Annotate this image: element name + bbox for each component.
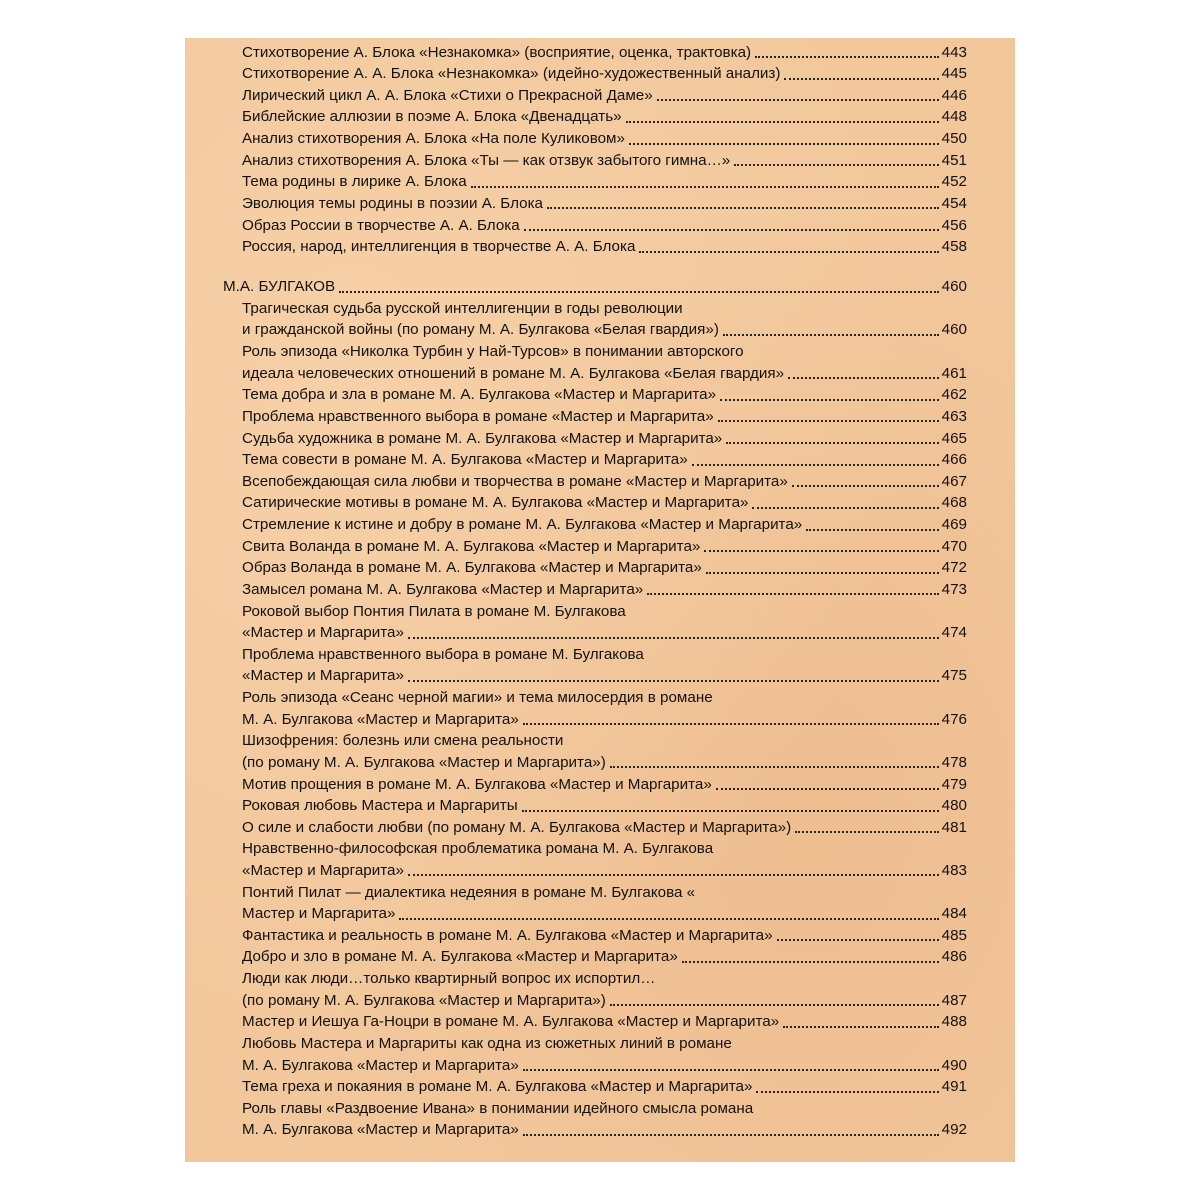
dot-leader: [610, 1004, 939, 1006]
toc-entry: [242, 1076, 967, 1098]
toc-entry-page-number: 481: [941, 818, 967, 836]
toc-entry-title: (по роману М. А. Булгакова «Мастер и Маргарита»): [242, 753, 606, 771]
toc-entry-page-number: 483: [941, 861, 967, 879]
dot-leader: [756, 1091, 938, 1093]
dot-leader: [718, 420, 939, 422]
toc-entry-title: «Мастер и Маргарита»: [242, 861, 404, 879]
dot-leader: [704, 550, 938, 552]
toc-entry-title: и гражданской войны (по роману М. А. Булгакова «Белая гвардия»): [242, 321, 719, 339]
toc-entry: [242, 946, 967, 968]
toc-entry-page-number: 468: [941, 494, 967, 512]
toc-entry-title: М. А. Булгакова «Мастер и Маргарита»: [242, 1056, 519, 1074]
dot-leader: [408, 637, 939, 639]
toc-entry-title: «Мастер и Маргарита»: [242, 667, 404, 685]
toc-entry: [242, 557, 967, 579]
toc-entry-title: Роль эпизода «Николка Турбин у Най-Турсов» в понимании авторского: [242, 343, 744, 361]
toc-entry: [242, 925, 967, 947]
toc-entry-title: Лирический цикл А. А. Блока «Стихи о Прекрасной Даме»: [242, 86, 653, 104]
dot-leader: [639, 251, 938, 253]
toc-entry: [242, 471, 967, 493]
toc-entry-title: Тема родины в лирике А. Блока: [242, 173, 467, 191]
toc-entry-page-number: 475: [941, 667, 967, 685]
dot-leader: [706, 572, 939, 574]
toc-entry-page-number: 465: [941, 429, 967, 447]
toc-entry-page-number: 452: [941, 173, 967, 191]
toc-entry-title: Добро и зло в романе М. А. Булгакова «Мастер и Маргарита»: [242, 948, 678, 966]
section-heading: [223, 276, 967, 298]
toc-entry-title: Стихотворение А. А. Блока «Незнакомка» (идейно-художественный анализ): [242, 65, 781, 83]
toc-entry-title: Любовь Мастера и Маргариты как одна из сюжетных линий в романе: [242, 1034, 732, 1052]
toc-entry-page-number: 467: [941, 472, 967, 490]
toc-entry-title: Проблема нравственного выбора в романе М. Булгакова: [242, 645, 644, 663]
toc-entry: [242, 298, 967, 320]
dot-leader: [788, 377, 939, 379]
toc-entry-page-number: 486: [941, 948, 967, 966]
toc-entry: [242, 882, 967, 904]
toc-entry: [242, 363, 967, 385]
toc-entry-title: Люди как люди…только квартирный вопрос их испортил…: [242, 970, 656, 987]
dot-leader: [777, 939, 939, 941]
book-page: [185, 38, 1015, 1162]
toc-entry-title: Сатирические мотивы в романе М. А. Булгакова «Мастер и Маргарита»: [242, 494, 749, 512]
toc-entry-title: Стихотворение А. Блока «Незнакомка» (восприятие, оценка, трактовка): [242, 43, 752, 61]
toc-entry: [242, 968, 967, 990]
toc-entry: [242, 171, 967, 193]
toc-entry-title: Всепобеждающая сила любви и творчества в романе «Мастер и Маргарита»: [242, 472, 788, 490]
toc-entry-page-number: 456: [941, 216, 967, 234]
toc-entry: [242, 730, 967, 752]
toc-entry-title: Понтий Пилат — диалектика недеяния в романе М. Булгакова «: [242, 883, 696, 901]
toc-entry: [242, 150, 967, 172]
toc-entry: [242, 384, 967, 406]
toc-entry: [242, 236, 967, 258]
toc-entry-page-number: 492: [941, 1121, 967, 1139]
dot-leader: [752, 507, 938, 509]
toc-entry-page-number: 462: [941, 386, 967, 404]
toc-entry: [242, 106, 967, 128]
toc-entry-page-number: 460: [941, 321, 967, 339]
dot-leader: [795, 831, 939, 833]
toc-entry: [242, 215, 967, 237]
toc-entry: [242, 193, 967, 215]
dot-leader: [524, 229, 939, 231]
dot-leader: [784, 78, 938, 80]
toc-entry-title: (по роману М. А. Булгакова «Мастер и Маргарита»): [242, 991, 606, 1009]
toc-entry: [242, 85, 967, 107]
toc-entry-title: Трагическая судьба русской интеллигенции в годы революции: [242, 299, 683, 317]
dot-leader: [408, 680, 939, 682]
dot-leader: [806, 529, 938, 531]
toc-entry-title: О силе и слабости любви (по роману М. А. Булгакова «Мастер и Маргарита»): [242, 818, 792, 836]
dot-leader: [408, 874, 939, 876]
toc-entry-title: Тема добра и зла в романе М. А. Булгакова «Мастер и Маргарита»: [242, 386, 717, 404]
toc-entry-title: М. А. Булгакова «Мастер и Маргарита»: [242, 710, 519, 728]
dot-leader: [471, 186, 939, 188]
toc-entry-page-number: 469: [941, 516, 967, 533]
toc-entry-title: Роковая любовь Мастера и Маргариты: [242, 797, 518, 815]
dot-leader: [755, 56, 939, 58]
toc-entry-page-number: 461: [941, 364, 967, 382]
toc-entry-title: Анализ стихотворения А. Блока «На поле Куликовом»: [242, 130, 625, 147]
toc-entry-title: Судьба художника в романе М. А. Булгакова «Мастер и Маргарита»: [242, 429, 723, 447]
toc-entry: [242, 341, 967, 363]
dot-leader: [399, 918, 938, 920]
toc-entry: [242, 795, 967, 817]
toc-entry: [242, 838, 967, 860]
toc-entry-page-number: 476: [941, 710, 967, 728]
toc-entry-page-number: 460: [941, 278, 967, 296]
toc-entry-page-number: 478: [941, 753, 967, 771]
toc-entry-title: Мастер и Иешуа Га-Ноцри в романе М. А. Булгакова «Мастер и Маргарита»: [242, 1013, 780, 1031]
toc-entry-title: Замысел романа М. А. Булгакова «Мастер и Маргарита»: [242, 580, 644, 598]
toc-entry: [242, 903, 967, 925]
toc-entry-title: Анализ стихотворения А. Блока «Ты — как отзвук забытого гимна…»: [242, 151, 731, 169]
toc-entry-page-number: 484: [941, 905, 967, 923]
toc-entry: [242, 514, 967, 536]
toc-entry-title: Мастер и Маргарита»: [242, 905, 396, 923]
toc-entry-title: Эволюция темы родины в поэзии А. Блока: [242, 194, 543, 212]
toc-entry-page-number: 448: [941, 108, 967, 126]
toc-entry: [242, 449, 967, 471]
toc-entry-page-number: 445: [941, 65, 967, 83]
toc-entry-page-number: 479: [941, 775, 967, 793]
toc-entry-page-number: 474: [941, 624, 967, 642]
toc-entry: [242, 1011, 967, 1033]
dot-leader: [692, 464, 939, 466]
toc-entry: [242, 774, 967, 796]
toc-entry: [242, 601, 967, 623]
toc-entry-page-number: 450: [941, 130, 967, 147]
toc-entry: [242, 579, 967, 601]
dot-leader: [647, 593, 938, 595]
toc-entry-page-number: 443: [941, 43, 967, 61]
toc-entry-page-number: 466: [941, 451, 967, 469]
toc-entry: [242, 860, 967, 882]
toc-entry: [242, 752, 967, 774]
toc-entry-page-number: 470: [941, 537, 967, 555]
dot-leader: [523, 1134, 939, 1136]
toc-entry-title: Мотив прощения в романе М. А. Булгакова «Мастер и Маргарита»: [242, 775, 712, 793]
toc-entry-page-number: 463: [941, 407, 967, 425]
toc-entry-title: М. А. Булгакова «Мастер и Маргарита»: [242, 1121, 519, 1139]
toc-entry-title: Тема совести в романе М. А. Булгакова «Мастер и Маргарита»: [242, 451, 688, 469]
dot-leader: [523, 723, 939, 725]
toc-entry-page-number: 487: [941, 991, 967, 1009]
dot-leader: [716, 788, 939, 790]
dot-leader: [626, 121, 939, 123]
dot-leader: [726, 442, 938, 444]
toc-entry-title: Роль эпизода «Сеанс черной магии» и тема милосердия в романе: [242, 689, 713, 706]
toc-entry: [242, 128, 967, 150]
toc-entry: [242, 644, 967, 666]
toc-entry-title: Стремление к истине и добру в романе М. А. Булгакова «Мастер и Маргарита»: [242, 516, 803, 533]
dot-leader: [720, 399, 939, 401]
toc-entry: [242, 665, 967, 687]
dot-leader: [723, 334, 939, 336]
toc-entry: [242, 63, 967, 85]
toc-entry-title: Образ Воланда в романе М. А. Булгакова «Мастер и Маргарита»: [242, 559, 702, 577]
toc-entry: [242, 319, 967, 341]
toc-entry-title: М.А. БУЛГАКОВ: [223, 278, 336, 296]
dot-leader: [792, 485, 939, 487]
toc-entry: [242, 1033, 967, 1055]
toc-entry-page-number: 472: [941, 559, 967, 577]
toc-entry-title: Образ России в творчестве А. А. Блока: [242, 216, 520, 234]
dot-leader: [610, 766, 939, 768]
toc-entry: [242, 990, 967, 1012]
toc-entry-page-number: 473: [941, 580, 967, 598]
toc-entry: [242, 1055, 967, 1077]
toc-entry: [242, 1098, 967, 1120]
dot-leader: [657, 99, 939, 101]
toc-entry-page-number: 458: [941, 238, 967, 256]
toc-entry: [242, 687, 967, 709]
dot-leader: [734, 164, 938, 166]
toc-entry: [242, 709, 967, 731]
toc-entry: [242, 622, 967, 644]
toc-entry-page-number: 485: [941, 926, 967, 944]
toc-entry-title: идеала человеческих отношений в романе М. А. Булгакова «Белая гвардия»: [242, 364, 785, 382]
dot-leader: [339, 291, 939, 293]
toc-entry-title: Роковой выбор Понтия Пилата в романе М. Булгакова: [242, 602, 626, 620]
toc-entry-page-number: 491: [941, 1078, 967, 1096]
toc-entry-page-number: 454: [941, 194, 967, 212]
toc-entry: [242, 406, 967, 428]
toc-entry-title: Роль главы «Раздвоение Ивана» в понимании идейного смысла романа: [242, 1099, 754, 1117]
toc-entry-page-number: 446: [941, 86, 967, 104]
toc-entry-title: Проблема нравственного выбора в романе «Мастер и Маргарита»: [242, 407, 714, 425]
toc-entry-title: Россия, народ, интеллигенция в творчестве А. А. Блока: [242, 238, 636, 256]
toc-entry: [242, 1119, 967, 1141]
dot-leader: [629, 143, 939, 145]
toc-entry-page-number: 490: [941, 1056, 967, 1074]
toc-entry: [242, 536, 967, 558]
toc-entry: [242, 428, 967, 450]
toc-entry-page-number: 451: [941, 151, 967, 169]
toc-entry-title: Тема греха и покаяния в романе М. А. Булгакова «Мастер и Маргарита»: [242, 1078, 753, 1096]
toc-entry: [242, 492, 967, 514]
dot-leader: [522, 810, 939, 812]
toc-entry-title: Свита Воланда в романе М. А. Булгакова «Мастер и Маргарита»: [242, 537, 701, 555]
toc-entry-page-number: 488: [941, 1013, 967, 1031]
toc-entry-page-number: 480: [941, 797, 967, 815]
toc-entry: [242, 42, 967, 64]
dot-leader: [682, 961, 939, 963]
dot-leader: [547, 207, 939, 209]
toc-entry-title: «Мастер и Маргарита»: [242, 624, 404, 642]
toc-entry-title: Библейские аллюзии в поэме А. Блока «Двенадцать»: [242, 108, 622, 126]
dot-leader: [783, 1026, 939, 1028]
dot-leader: [523, 1069, 939, 1071]
toc-entry-title: Шизофрения: болезнь или смена реальности: [242, 732, 564, 750]
toc-entry: [242, 817, 967, 839]
toc-entry-title: Нравственно-философская проблематика романа М. А. Булгакова: [242, 840, 714, 858]
toc-entry-title: Фантастика и реальность в романе М. А. Булгакова «Мастер и Маргарита»: [242, 926, 773, 944]
